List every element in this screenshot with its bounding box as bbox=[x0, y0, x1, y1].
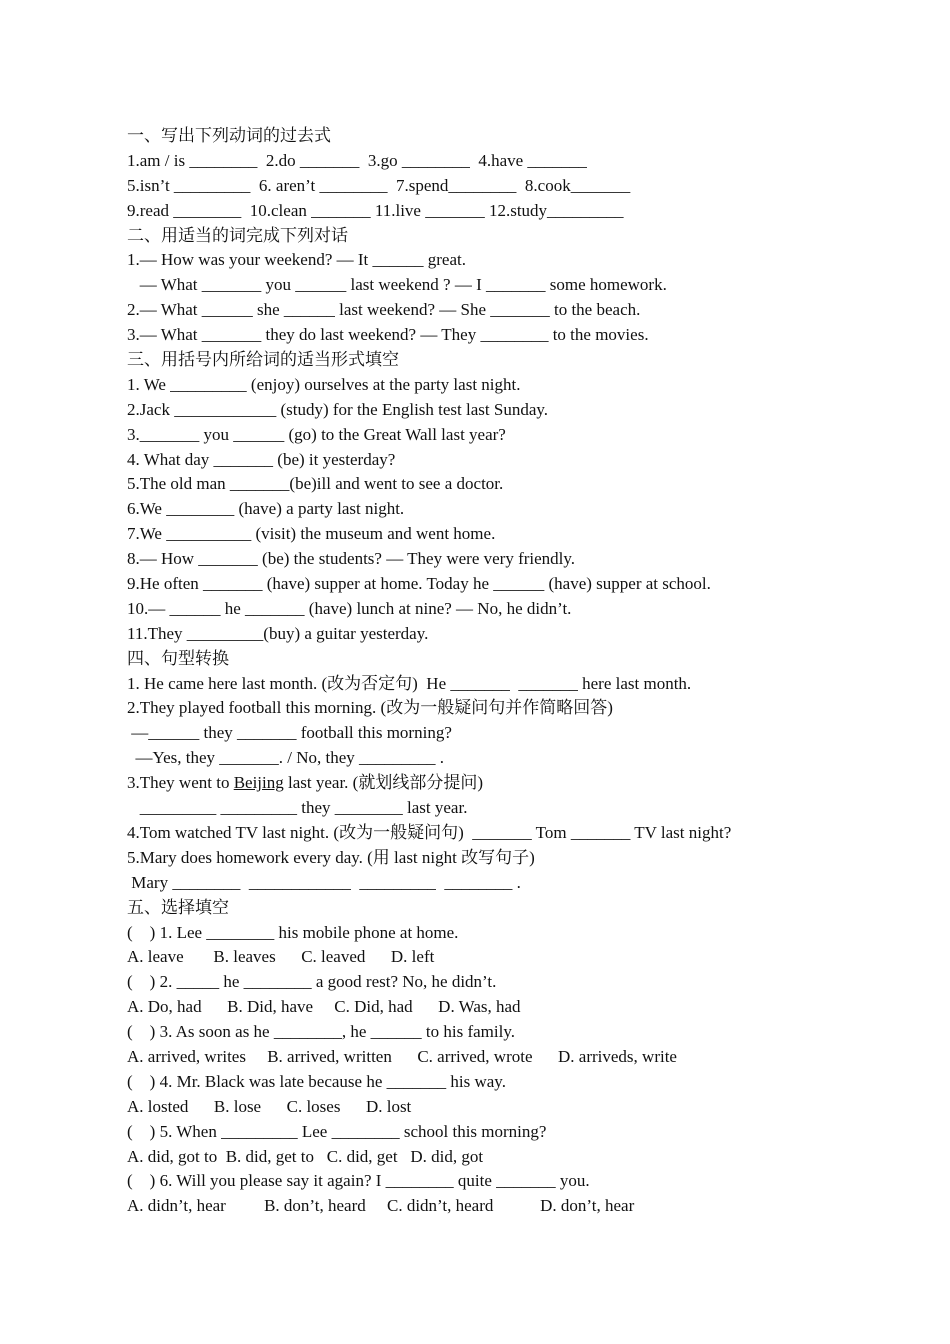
exercise-line: 2.They played football this morning. (改为一般疑问句并作简略回答) bbox=[127, 698, 613, 718]
exercise-line: —Yes, they _______. / No, they _________ . bbox=[127, 748, 445, 768]
exercise-line: 5.The old man _______(be)ill and went to see a doctor. bbox=[127, 474, 504, 494]
question-line: ( ) 3. As soon as he ________, he ______ to his family. bbox=[127, 1022, 515, 1042]
options-line: A. did, got to B. did, get to C. did, get D. did, got bbox=[127, 1146, 484, 1166]
exercise-line: — What _______ you ______ last weekend ? — I _______ some homework. bbox=[127, 275, 667, 295]
section-heading-5: 五、选择填空 bbox=[127, 897, 229, 917]
text-after: last year. (就划线部分提问) bbox=[283, 773, 484, 793]
exercise-line: 2.Jack ____________ (study) for the English test last Sunday. bbox=[127, 399, 549, 419]
section-heading-1: 一、写出下列动词的过去式 bbox=[127, 126, 331, 145]
text-before: 3.They went to bbox=[127, 773, 234, 793]
exercise-line: 1.— How was your weekend? — It ______ great. bbox=[127, 250, 466, 270]
section-heading-2: 二、用适当的词完成下列对话 bbox=[127, 225, 348, 245]
exercise-line: _________ _________ they ________ last year. bbox=[127, 798, 468, 818]
exercise-line: 5.isn’t _________ 6. aren’t ________ 7.spend________ 8.cook_______ bbox=[127, 175, 631, 195]
exercise-line: 10.— ______ he _______ (have) lunch at nine? — No, he didn’t. bbox=[127, 598, 572, 618]
exercise-line: Mary ________ ____________ _________ ________ . bbox=[127, 872, 521, 892]
options-line: A. Do, had B. Did, have C. Did, had D. Was, had bbox=[127, 997, 521, 1017]
question-line: ( ) 2. _____ he ________ a good rest? No, he didn’t. bbox=[127, 972, 497, 992]
exercise-line: 9.read ________ 10.clean _______ 11.live _______ 12.study_________ bbox=[127, 200, 624, 220]
exercise-line: 4.Tom watched TV last night. (改为一般疑问句) _______ Tom _______ TV last night? bbox=[127, 822, 732, 842]
section-heading-4: 四、句型转换 bbox=[127, 648, 229, 668]
exercise-line: 3.— What _______ they do last weekend? — They ________ to the movies. bbox=[127, 325, 649, 345]
exercise-line: 6.We ________ (have) a party last night. bbox=[127, 499, 405, 519]
exercise-line: 1. We _________ (enjoy) ourselves at the party last night. bbox=[127, 374, 521, 394]
question-line: ( ) 6. Will you please say it again? I ________ quite _______ you. bbox=[127, 1171, 590, 1191]
options-line: A. arrived, writes B. arrived, written C. arrived, wrote D. arriveds, write bbox=[127, 1046, 677, 1066]
underlined-word: Beijing bbox=[233, 773, 284, 793]
options-line: A. didn’t, hear B. don’t, heard C. didn’t, heard D. don’t, hear bbox=[127, 1196, 635, 1216]
exercise-line: 9.He often _______ (have) supper at home. Today he ______ (have) supper at school. bbox=[127, 574, 711, 594]
options-line: A. leave B. leaves C. leaved D. left bbox=[127, 947, 435, 967]
exercise-line: 2.— What ______ she ______ last weekend? — She _______ to the beach. bbox=[127, 300, 641, 320]
worksheet bbox=[127, 124, 887, 1219]
exercise-line-underlined bbox=[127, 771, 887, 796]
question-line: ( ) 4. Mr. Black was late because he _______ his way. bbox=[127, 1071, 506, 1091]
exercise-line: —______ they _______ football this morning? bbox=[127, 723, 452, 743]
exercise-line: 1. He came here last month. (改为否定句) He _______ _______ here last month. bbox=[127, 673, 692, 693]
exercise-line: 11.They _________(buy) a guitar yesterday. bbox=[127, 623, 429, 643]
options-line: A. losted B. lose C. loses D. lost bbox=[127, 1096, 412, 1116]
question-line: ( ) 5. When _________ Lee ________ school this morning? bbox=[127, 1121, 547, 1141]
exercise-line: 7.We __________ (visit) the museum and went home. bbox=[127, 524, 496, 544]
section-heading-3: 三、用括号内所给词的适当形式填空 bbox=[127, 350, 399, 370]
exercise-line: 3._______ you ______ (go) to the Great Wall last year? bbox=[127, 424, 506, 444]
exercise-line: 1.am / is ________ 2.do _______ 3.go ________ 4.have _______ bbox=[127, 150, 587, 170]
exercise-line: 4. What day _______ (be) it yesterday? bbox=[127, 449, 396, 469]
exercise-line: 8.— How _______ (be) the students? — They were very friendly. bbox=[127, 549, 576, 569]
exercise-line: 5.Mary does homework every day. (用 last night 改写句子) bbox=[127, 847, 535, 867]
question-line: ( ) 1. Lee ________ his mobile phone at home. bbox=[127, 922, 459, 942]
